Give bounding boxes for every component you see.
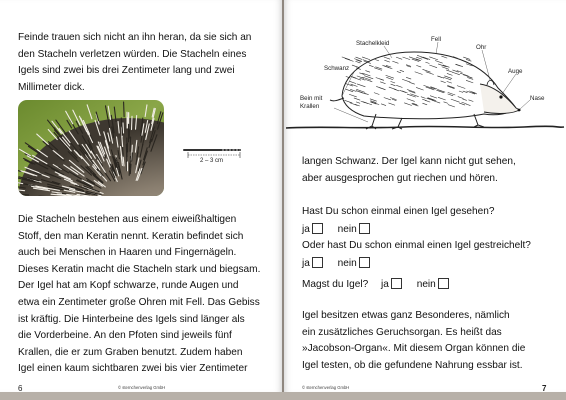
label-bein-line2: Krallen [300,103,320,110]
question-text: Magst du Igel? [302,279,369,290]
hedgehog-anatomy-diagram [284,30,566,138]
text-line: Der Igel hat am Kopf schwarze, runde Augen und [18,280,239,292]
spine-stroke [123,123,124,133]
diagram-spine-stroke [466,59,471,61]
label-ohr: Ohr [476,44,487,51]
text-line: »Jacobson-Organ«. Mit diesem Organ können die [302,343,526,355]
text-line: Stoff, den man Keratin nennt. Keratin befindet sich [18,230,244,242]
text-line: Igels sind zwei bis drei Zentimeter lang und zwei [18,65,235,77]
diagram-spine-stroke [362,57,370,60]
question-2 [302,240,531,269]
spine-scale-drawing [182,142,246,172]
diagram-spine-stroke [352,65,359,67]
label-fell: Fell [431,36,441,43]
text-line: Igel besitzen etwas ganz Besonderes, nämlich [302,310,510,321]
page-number-left: 6 [18,384,23,392]
yes-checkbox[interactable] [312,223,323,234]
diagram-spine-stroke [355,61,360,63]
hedgehog-photo [18,100,164,196]
no-checkbox[interactable] [359,257,370,268]
book-edge [0,392,566,400]
spine-stroke [121,118,122,127]
no-checkbox[interactable] [359,223,370,234]
text-line: auch bei Menschen in Haaren und Fingernägeln. [18,247,237,259]
text-line: Dieses Keratin macht die Stacheln stark und biegsam. [18,263,261,275]
no-label: nein [337,258,357,269]
text-line: langen Schwanz. Der Igel kann nicht gut sehen, [302,156,516,167]
label-stachelkleid: Stachelkleid [356,40,390,47]
label-auge: Auge [508,68,523,75]
closing-paragraph [302,308,525,374]
question-text: Oder hast Du schon einmal einen Igel gestreichelt? [302,240,531,251]
spine-stroke [130,164,131,173]
yes-label: ja [302,258,310,269]
continuation-paragraph [302,154,516,187]
spine-stroke [132,153,133,161]
text-line: Millimeter dick. [18,81,85,93]
spine-stroke [124,102,125,117]
text-line: Die Stacheln bestehen aus einem eiweißhaltigen [18,214,237,225]
right-page [284,0,566,392]
text-line: den Stacheln verletzen würden. Die Stacheln eines [18,48,247,60]
question-text: Hast Du schon einmal einen Igel gesehen? [302,206,495,217]
spine-stroke [132,116,133,129]
answer-row [302,223,494,235]
question-3 [302,278,449,290]
diagram-spine-stroke [356,57,363,59]
text-line: Igel einen kaum sichtbaren zwei bis vier Zentimeter [18,363,248,375]
spine-stroke [18,194,19,195]
answer-row [302,257,531,269]
text-line: ist kräftig. Die Hinterbeine des Igels sind länger als [18,313,245,325]
diagram-spine-stroke [345,58,354,61]
text-line: die Vorderbeine. An den Pfoten sind jeweils fünf [18,330,232,342]
body-paragraph [18,212,260,378]
text-line: ein zusätzliches Geruchsorgan. Es heißt das [302,326,502,338]
label-schwanz: Schwanz [324,65,350,72]
diagram-spine-stroke [342,57,350,60]
scale-label: 2 – 3 cm [200,158,224,164]
text-line: etwa ein Zentimeter große Ohren mit Fell. Das Gebiss [18,296,260,308]
text-line: Igel testen, ob die gefundene Nahrung essbar ist. [302,359,523,371]
no-label: nein [416,279,436,290]
page-number-right: 7 [542,384,547,392]
text-line: Feinde trauen sich nicht an ihn heran, da sie sich an [18,32,252,43]
yes-checkbox[interactable] [391,278,402,289]
no-label: nein [337,224,357,235]
question-1 [302,206,494,235]
label-bein-line1: Bein mit [300,95,323,102]
yes-checkbox[interactable] [312,257,323,268]
intro-paragraph [18,30,251,96]
yes-label: ja [302,224,310,235]
label-nase: Nase [530,95,545,102]
copyright-footer-right: © sternchenverlag GmbH [302,385,350,390]
no-checkbox[interactable] [438,278,449,289]
text-line: aber ausgesprochen gut riechen und hören. [302,172,498,184]
yes-label: ja [381,279,389,290]
text-line: Krallen, die er zum Graben benutzt. Zudem haben [18,346,243,358]
left-page [0,0,282,392]
copyright-footer-left: © sternchenverlag GmbH [118,385,166,390]
diagram-spine-stroke [463,57,470,59]
